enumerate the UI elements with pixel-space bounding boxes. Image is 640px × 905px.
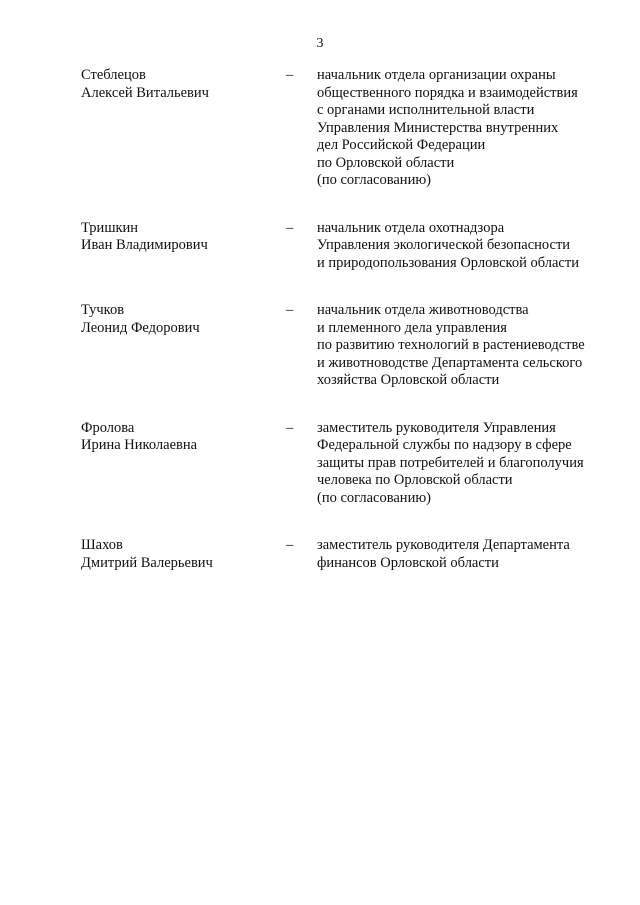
member-surname: Шахов <box>81 537 123 553</box>
member-position <box>317 302 611 390</box>
position-line: хозяйства Орловской области <box>317 372 500 388</box>
dash-separator: – <box>286 67 294 83</box>
member-surname: Тучков <box>81 302 125 318</box>
member-surname: Фролова <box>81 419 135 436</box>
member-surname: Тришкин <box>81 219 139 236</box>
dash-separator: – <box>286 219 294 236</box>
position-line: начальник отдела охотнадзора <box>317 219 505 236</box>
position-line: финансов Орловской области <box>317 554 499 571</box>
member-name <box>81 420 286 455</box>
position-line: (по согласованию) <box>317 172 431 188</box>
position-line: и природопользования Орловской области <box>317 254 579 271</box>
member-name <box>81 220 286 255</box>
position-line: с органами исполнительной власти <box>317 102 535 118</box>
member-list <box>81 67 611 602</box>
list-item <box>81 67 611 190</box>
dash-separator: – <box>286 302 294 318</box>
member-given-name: Ирина Николаевна <box>81 437 198 453</box>
position-line: заместитель руководителя Департамента <box>317 537 570 553</box>
member-position <box>317 67 611 190</box>
dash-separator: – <box>286 419 294 436</box>
position-line: начальник отдела организации охраны <box>317 67 556 83</box>
position-line: (по согласованию) <box>317 489 431 506</box>
member-name <box>81 67 286 102</box>
position-line: начальник отдела животноводства <box>317 302 529 318</box>
member-given-name: Дмитрий Валерьевич <box>81 554 213 571</box>
position-line: Федеральной службы по надзору в сфере <box>317 437 572 453</box>
member-position <box>317 537 611 572</box>
dash-separator: – <box>286 537 294 553</box>
member-position <box>317 420 611 508</box>
member-position <box>317 220 611 273</box>
position-line: заместитель руководителя Управления <box>317 419 556 436</box>
list-item <box>81 420 611 508</box>
member-surname: Стеблецов <box>81 67 146 83</box>
position-line: Управления экологической безопасности <box>317 237 571 253</box>
position-line: и животноводстве Департамента сельского <box>317 354 583 371</box>
member-given-name: Иван Владимирович <box>81 237 208 253</box>
list-item <box>81 302 611 390</box>
member-given-name: Леонид Федорович <box>81 319 200 336</box>
position-line: по развитию технологий в растениеводстве <box>317 337 585 353</box>
position-line: общественного порядка и взаимодействия <box>317 84 578 101</box>
position-line: дел Российской Федерации <box>317 137 486 153</box>
member-given-name: Алексей Витальевич <box>81 84 209 101</box>
list-item <box>81 220 611 273</box>
position-line: Управления Министерства внутренних <box>317 119 559 136</box>
member-name <box>81 537 286 572</box>
member-name <box>81 302 286 337</box>
position-line: и племенного дела управления <box>317 319 507 336</box>
page-number: 3 <box>316 36 324 51</box>
position-line: защиты прав потребителей и благополучия <box>317 454 584 471</box>
position-line: человека по Орловской области <box>317 472 513 488</box>
list-item <box>81 537 611 572</box>
position-line: по Орловской области <box>317 154 455 171</box>
